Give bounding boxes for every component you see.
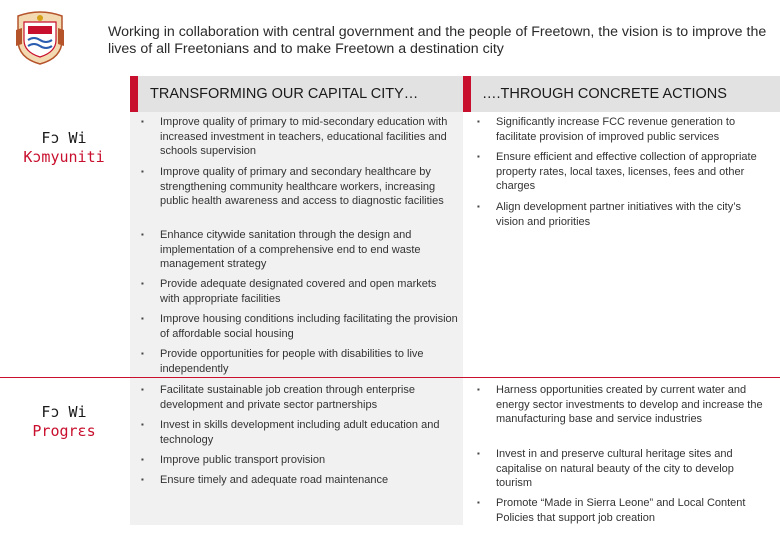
list-item: ▪ Invest in skills development including adult education and technology	[141, 419, 440, 446]
section-label-community-line2: Kɔmyuniti	[23, 148, 105, 166]
list-item: ▪ Significantly increase FCC revenue generation to facilitate provision of improved public services	[477, 116, 736, 143]
list-item: ▪ Harness opportunities created by current water and energy sector investments to develop and increase the manufacturing base and service industries	[477, 384, 763, 425]
section-label-progress-line1: Fɔ Wi	[41, 403, 87, 421]
list-item: ▪ Ensure timely and adequate road maintenance	[141, 474, 389, 486]
right-column-title: ….THROUGH CONCRETE ACTIONS	[482, 86, 727, 102]
city-crest-logo	[14, 10, 66, 66]
list-item: ▪ Facilitate sustainable job creation through enterprise development and private sector partnerships	[141, 384, 415, 411]
list-item: ▪ Provide adequate designated covered and open markets with appropriate facilities	[141, 278, 437, 305]
list-item: ▪ Invest in and preserve cultural heritage sites and capitalise on natural beauty of the city to develop tourism	[477, 448, 734, 489]
list-item: ▪ Improve quality of primary and secondary healthcare by strengthening community healthcare workers, increasing public health awareness and access to diagnostic facilities	[141, 166, 444, 207]
vision-statement: Working in collaboration with central government and the people of Freetown, the vision is to improve the lives of all Freetonians and to make Freetown a destination city	[108, 24, 767, 57]
section-label-community	[4, 129, 124, 167]
list-item: ▪ Enhance citywide sanitation through the design and implementation of a comprehensive end to end waste management strategy	[141, 229, 421, 270]
list-item: ▪ Ensure efficient and effective collection of appropriate property rates, local taxes, licenses, fees and other charges	[477, 151, 757, 192]
left-column-title: TRANSFORMING OUR CAPITAL CITY…	[150, 86, 419, 102]
section-label-progress-line2: Progrɛs	[32, 422, 96, 440]
list-item: ▪ Align development partner initiatives with the city’s vision and priorities	[477, 201, 741, 228]
list-item: ▪ Promote “Made in Sierra Leone” and Local Content Policies that support job creation	[477, 497, 746, 524]
header-accent-right	[463, 76, 471, 112]
section-divider	[0, 377, 780, 378]
list-item: ▪ Provide opportunities for people with disabilities to live independently	[141, 348, 424, 375]
section-label-community-line1: Fɔ Wi	[41, 129, 87, 147]
list-item: ▪ Improve public transport provision	[141, 454, 326, 466]
header-accent-left	[130, 76, 138, 112]
section-label-progress	[4, 403, 124, 441]
list-item: ▪ Improve quality of primary to mid-secondary education with increased investment in teachers, educational facilities and schools supervision	[141, 116, 448, 157]
list-item: ▪ Improve housing conditions including facilitating the provision of affordable social housing	[141, 313, 458, 340]
